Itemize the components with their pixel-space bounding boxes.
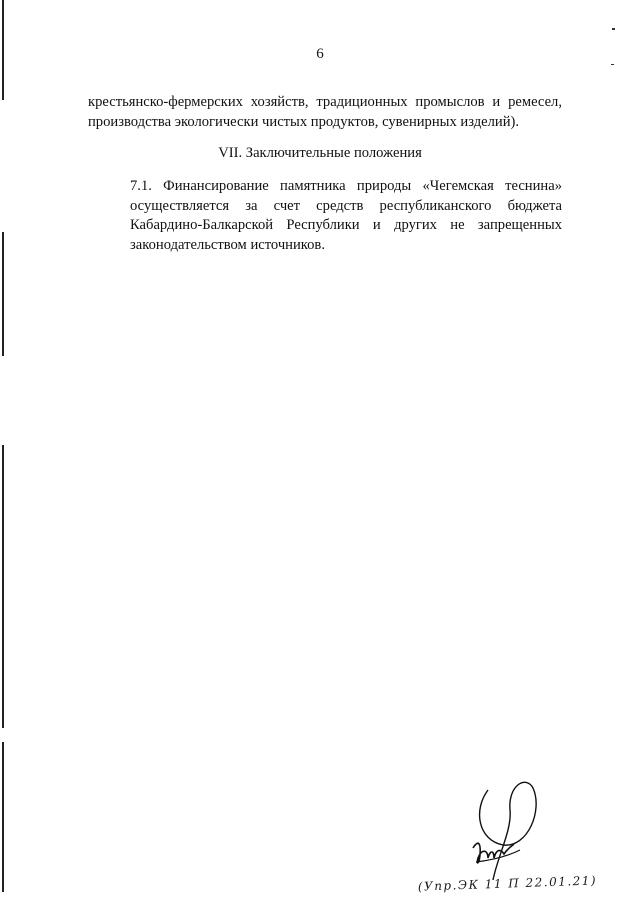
scan-speck: [611, 64, 614, 65]
page-number: 6: [316, 46, 324, 62]
clause-line: законодательством источников.: [130, 236, 325, 253]
handwritten-signature: [448, 770, 568, 890]
handwritten-registration-note: (Упр.ЭК 11 П 22.01.21): [417, 873, 598, 894]
scan-edge-line: [2, 445, 4, 728]
section-heading: VII. Заключительные положения: [218, 145, 422, 161]
clause-line: Кабардино-Балкарской Республики и других не запрещенных: [130, 217, 562, 233]
scan-edge-line: [2, 232, 4, 356]
paragraph-continuation: крестьянско-фермерских хозяйств, традиционных промыслов и ремесел, производства экологически чистых продуктов, сувенирных изделий).: [88, 94, 562, 130]
clause-line: 7.1. Финансирование памятника природы «Чегемская теснина»: [130, 178, 562, 194]
scan-speck: [612, 28, 615, 30]
scan-edge-line: [2, 742, 4, 892]
clause-7-1: [88, 177, 562, 255]
clause-line: осуществляется за счет средств республиканского бюджета: [130, 197, 562, 214]
